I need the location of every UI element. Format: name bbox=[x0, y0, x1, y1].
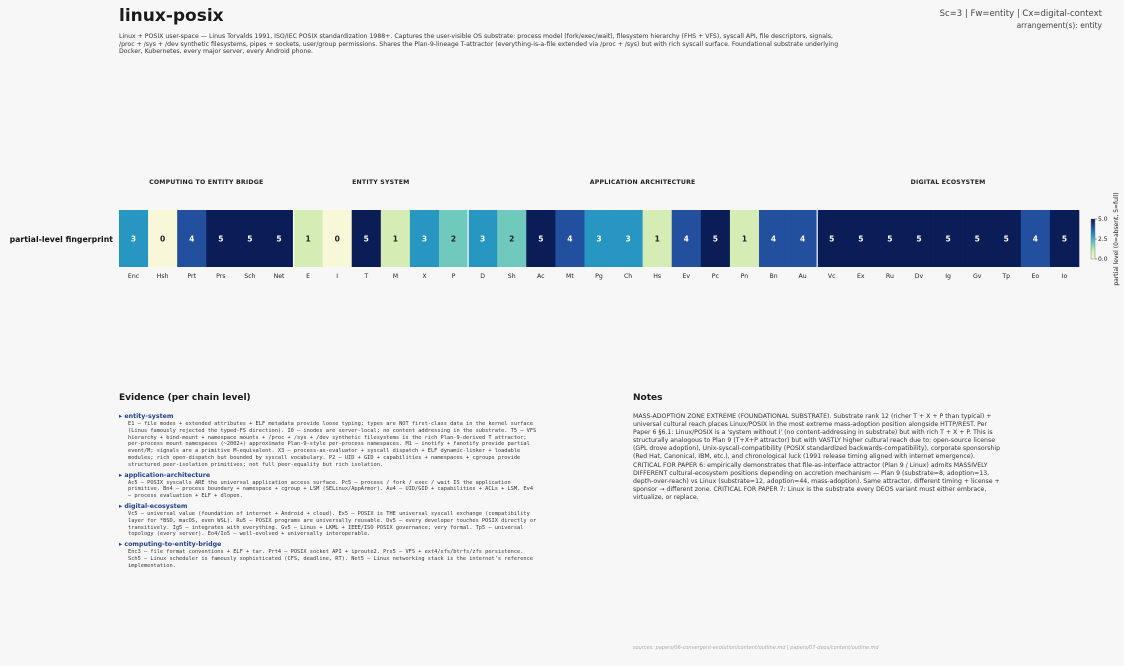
heatmap-cells bbox=[119, 210, 1079, 267]
cell-value-Ev: 4 bbox=[683, 234, 689, 244]
evidence-panel bbox=[119, 393, 539, 573]
cell-value-M: 1 bbox=[392, 234, 398, 244]
notes-panel bbox=[633, 393, 1003, 502]
x-tick-Prt: Prt bbox=[187, 273, 197, 280]
x-tick-Ch: Ch bbox=[623, 273, 633, 280]
x-tick-I: I bbox=[336, 273, 339, 280]
cell-value-Ig: 5 bbox=[945, 234, 951, 244]
colorbar-tick-0: 5.0 bbox=[1098, 216, 1108, 223]
x-tick-X: X bbox=[422, 273, 427, 280]
cell-value-Gv: 5 bbox=[974, 234, 980, 244]
cell-value-Ac: 5 bbox=[538, 234, 544, 244]
x-tick-Dv: Dv bbox=[914, 273, 924, 280]
evidence-item-body: E1 — file modes + extended attributes + ELF metadata provide loose typing; types are NOT first-class data in the kernel surface (Linus famously rejected the typed-FS direction). I0 — inodes are server-local; no content addressing in the substrate. T5 — VFS hierarchy + bind-mount + namespace mounts + /proc + /sys + /dev synthetic filesystems is the rich Plan-9-derived T attractor; per-process mount namespaces (~2002+) approximate Plan-9-style per-process namespaces. M1 — inotify + fanotify provide partial event/M; signals are a primitive M-equivalent. X3 — process-as-evaluator + syscall dispatch + ELF dynamic-linker + loadable modules; rich open-dispatch but bounded by syscall vocabulary. P2 — UID + GID + capabilities + namespaces + cgroups provide structured peer-isolation primitives; not full peer-equality but rich isolation. bbox=[128, 421, 537, 468]
notes-body: MASS-ADOPTION ZONE EXTREME (FOUNDATIONAL SUBSTRATE). Substrate rank 12 (richer T + X + P than typical) + universal cultural reach places Linux/POSIX in the most extreme mass-adoption position alongside HTTP/REST. Per Paper 6 §6.1: Linux/POSIX is a 'system without I' (no content-addressing in substrate) but with rich T + X + P. This is structurally analogous to Plan 9 (T+X+P attractor) but with VASTLY higher cultural reach due to: open-source license (GPL drove adoption), Unix-syscall-compatibility (POSIX standardized backwards-compatibility), corporate sponsorship (Red Hat, Canonical, IBM, etc.), and chronological luck (1991 release timing aligned with internet emergence). CRITICAL FOR PAPER 6: empirically demonstrates that file-as-interface attractor (Plan 9 / Linux) admits MASSIVELY DIFFERENT cultural-ecosystem positions depending on accretion mechanism — Plan 9 (substrate=8, adoption=13, depth-over-reach) vs Linux (substrate=12, adoption=44, mass-adoption). Same attractor, different timing + license + sponsor → different zone. CRITICAL FOR PAPER 7: Linux is the substrate every DEOS variant must either embrace, virtualize, or replace. bbox=[633, 413, 1001, 501]
x-tick-labels bbox=[128, 273, 1068, 280]
cell-value-Net: 5 bbox=[276, 234, 282, 244]
cell-value-Ch: 3 bbox=[625, 234, 631, 244]
cell-value-D: 3 bbox=[480, 234, 486, 244]
evidence-item-body: Ac5 — POSIX syscalls ARE the universal application access surface. Pc5 — process / fork / exec / wait IS the application primitive. Bn4 — process boundary + namespace + cgroup + LSM (SELinux/AppArmor). Au4 — UID/GID + capabilities + ACLs + LSM. Ev4 — process evaluation + ELF + dlopen. bbox=[128, 479, 534, 500]
cell-value-Pg: 3 bbox=[596, 234, 602, 244]
evidence-item bbox=[119, 472, 539, 500]
meta-codes: Sc=3 | Fw=entity | Cx=digital-context bbox=[939, 9, 1102, 19]
x-tick-Sch: Sch bbox=[244, 273, 256, 280]
x-tick-Sh: Sh bbox=[507, 273, 516, 280]
evidence-item-heading: ▸ digital-ecosystem bbox=[119, 502, 188, 510]
cell-value-E: 1 bbox=[305, 234, 311, 244]
x-tick-Ru: Ru bbox=[885, 273, 894, 280]
cell-value-P: 2 bbox=[450, 234, 457, 244]
evidence-item bbox=[119, 503, 539, 538]
x-tick-Vc: Vc bbox=[827, 273, 836, 280]
cell-value-Sch: 5 bbox=[247, 234, 253, 244]
evidence-item-heading: ▸ entity-system bbox=[119, 413, 174, 420]
x-tick-Gv: Gv bbox=[972, 273, 982, 280]
section-labels bbox=[149, 179, 985, 186]
cell-value-Hs: 1 bbox=[654, 234, 660, 244]
cell-value-Sh: 2 bbox=[509, 234, 515, 244]
cell-value-Pc: 5 bbox=[712, 234, 718, 244]
cell-value-Mt: 4 bbox=[567, 234, 573, 244]
colorbar-label: partial level (0=absent, 5=full) bbox=[1113, 192, 1120, 286]
x-tick-Ev: Ev bbox=[682, 273, 691, 280]
x-tick-P: P bbox=[451, 273, 456, 280]
row-label: partial-level fingerprint bbox=[9, 235, 113, 244]
notes-heading: Notes bbox=[633, 393, 663, 403]
x-tick-Pc: Pc bbox=[711, 273, 719, 280]
x-tick-Hs: Hs bbox=[653, 273, 662, 280]
evidence-item-body: Vc5 — universal value (foundation of internet + Android + cloud). Ex5 — POSIX is THE universal syscall exchange (compatibility layer for *BSD, macOS, even WSL). Ru5 — POSIX programs are universally reusable. Dv5 — every developer touches POSIX directly or transitively. Ig5 — integrates with everything. Gv5 — Linus + LKML + IEEE/ISO POSIX governance; very formal. Tp5 — universal topology (every server). Eo4/Io5 — well-evolved + universally interoperable. bbox=[128, 510, 537, 538]
sources-footer: sources: papers/06-convergent-evolution/content/outline.md | papers/07-deos/content/outline.md bbox=[633, 645, 879, 651]
x-tick-Eo: Eo bbox=[1031, 273, 1040, 280]
cell-value-Vc: 5 bbox=[829, 234, 835, 244]
x-tick-D: D bbox=[480, 273, 486, 280]
cell-value-Enc: 3 bbox=[130, 234, 137, 244]
section-label-1: ENTITY SYSTEM bbox=[352, 179, 410, 186]
section-label-2: APPLICATION ARCHITECTURE bbox=[589, 179, 696, 186]
evidence-item-heading: ▸ computing-to-entity-bridge bbox=[119, 541, 222, 549]
colorbar-gradient bbox=[1091, 219, 1095, 259]
cell-value-I: 0 bbox=[334, 234, 340, 244]
meta-arrangement: arrangement(s): entity bbox=[1016, 21, 1102, 30]
evidence-item-body: Enc3 — file format conventions + ELF + tar. Prt4 — POSIX socket API + iproute2. Prs5 — VFS + ext4/xfs/btrfs/zfs persistence. Sch5 — Linux scheduler is famously sophisticated (CFS, deadline, RT). Net5 — Linux networking stack is the internet's reference implementation. bbox=[128, 549, 534, 569]
x-tick-Ac: Ac bbox=[537, 273, 545, 280]
colorbar-tick-2: 0.0 bbox=[1098, 256, 1108, 263]
x-tick-M: M bbox=[392, 273, 399, 280]
x-tick-Hsh: Hsh bbox=[156, 273, 169, 280]
description: Linux + POSIX user-space — Linus Torvalds 1991, ISO/IEC POSIX standardization 1988+. Captures the user-visible OS substrate: process model (fork/exec/wait), filesystem hierarchy (FHS + VFS), syscall API, file descriptors, signals, /proc + /sys + /dev synthetic filesystems, pipes + sockets, user/group permissions. Shares the Plan-9-lineage T-attractor (everything-is-a-file extended via /proc + /sys) but with rich syscall surface. Foundational substrate underlying Docker, Kubernetes, every major server, every Android phone. bbox=[119, 33, 839, 56]
x-tick-Ex: Ex bbox=[857, 273, 865, 280]
cell-value-Dv: 5 bbox=[916, 234, 922, 244]
x-tick-Bn: Bn bbox=[769, 273, 778, 280]
x-tick-Io: Io bbox=[1061, 273, 1068, 280]
section-label-0: COMPUTING TO ENTITY BRIDGE bbox=[149, 179, 264, 186]
cell-value-Au: 4 bbox=[800, 234, 806, 244]
colorbar bbox=[1091, 192, 1120, 285]
x-tick-Pn: Pn bbox=[740, 273, 749, 280]
x-tick-Enc: Enc bbox=[127, 273, 140, 280]
x-tick-Mt: Mt bbox=[566, 273, 574, 280]
evidence-heading: Evidence (per chain level) bbox=[119, 393, 251, 403]
evidence-item bbox=[119, 541, 539, 569]
x-tick-T: T bbox=[364, 273, 369, 280]
cell-value-Ex: 5 bbox=[858, 234, 864, 244]
x-tick-Prs: Prs bbox=[216, 273, 226, 280]
cell-value-Bn: 4 bbox=[770, 234, 777, 244]
evidence-item bbox=[119, 413, 539, 469]
section-label-3: DIGITAL ECOSYSTEM bbox=[910, 179, 986, 186]
x-tick-Tp: Tp bbox=[1002, 273, 1011, 280]
fingerprint-heatmap bbox=[0, 0, 1124, 300]
evidence-list bbox=[119, 413, 539, 570]
x-tick-Net: Net bbox=[273, 273, 285, 280]
cell-value-Ru: 5 bbox=[887, 234, 893, 244]
cell-value-Io: 5 bbox=[1061, 234, 1068, 244]
cell-value-X: 3 bbox=[421, 234, 428, 244]
x-tick-Ig: Ig bbox=[945, 273, 951, 280]
colorbar-tick-1: 2.5 bbox=[1098, 236, 1108, 243]
x-tick-E: E bbox=[306, 273, 311, 280]
cell-value-Prs: 5 bbox=[218, 234, 224, 244]
cell-value-Hsh: 0 bbox=[160, 234, 166, 244]
cell-value-Eo: 4 bbox=[1032, 234, 1038, 244]
cell-value-Prt: 4 bbox=[189, 234, 195, 244]
x-tick-Au: Au bbox=[798, 273, 807, 280]
page-title: linux-posix bbox=[119, 6, 224, 26]
cell-value-T: 5 bbox=[363, 234, 369, 244]
x-tick-Pg: Pg bbox=[595, 273, 603, 280]
cell-value-Pn: 1 bbox=[741, 234, 748, 244]
cell-value-Tp: 5 bbox=[1003, 234, 1009, 244]
evidence-item-heading: ▸ application-architecture bbox=[119, 471, 211, 479]
